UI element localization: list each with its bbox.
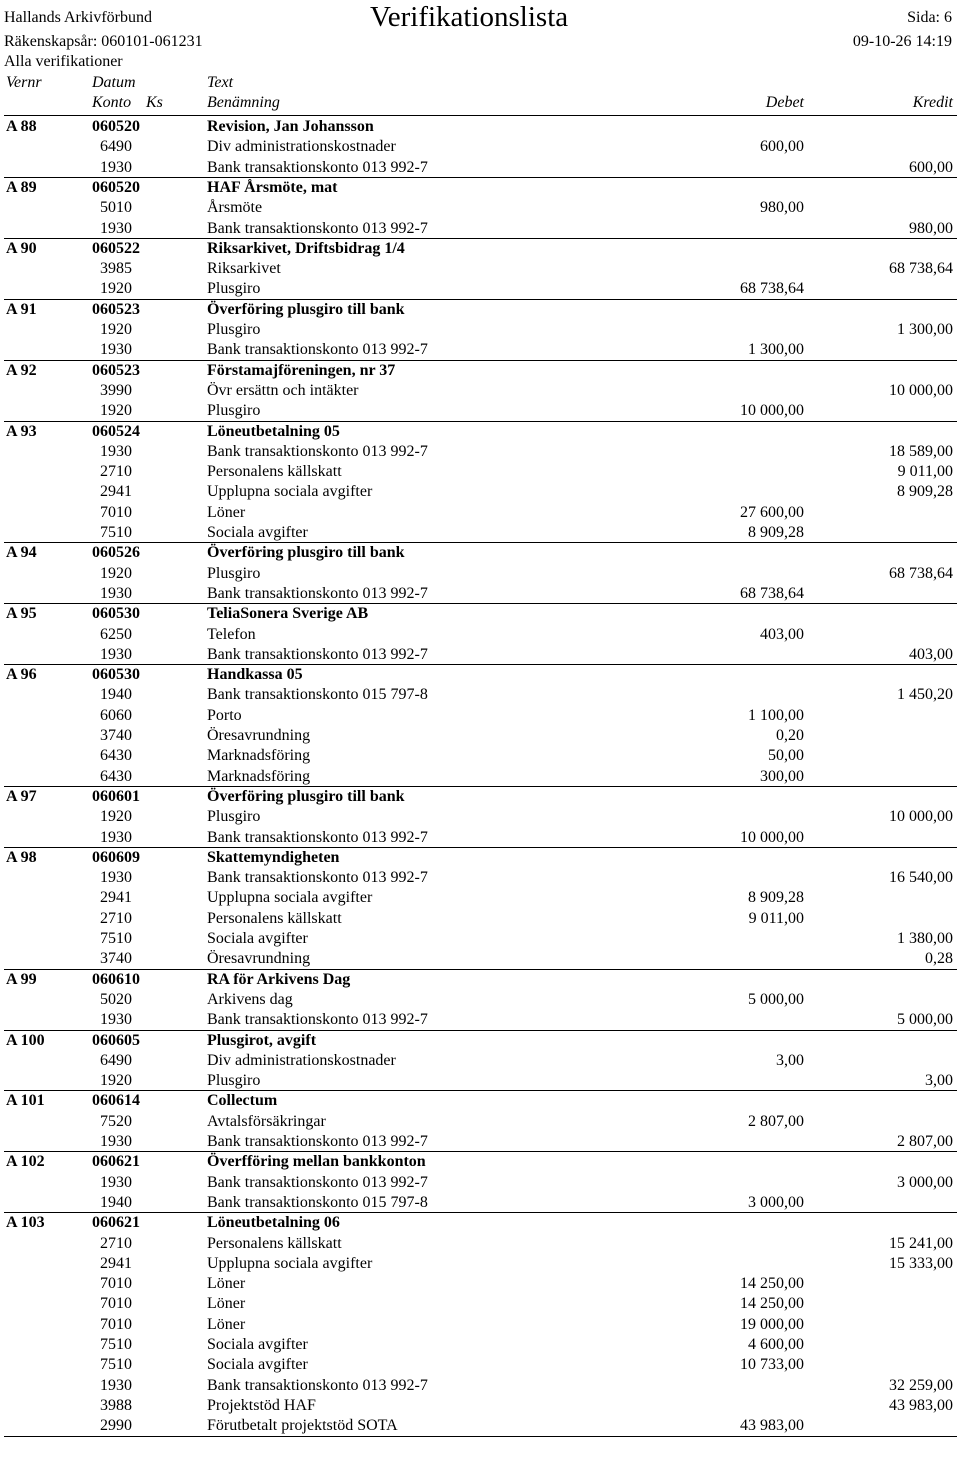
transaction-row xyxy=(0,523,960,543)
account-name: Bank transaktionskonto 013 992-7 xyxy=(207,1133,428,1150)
account-number: 1920 xyxy=(100,280,132,298)
account-number: 6250 xyxy=(100,625,132,643)
voucher-number: A 100 xyxy=(6,1031,45,1049)
account-number: 6430 xyxy=(100,767,132,785)
voucher-header-row xyxy=(0,848,960,868)
voucher-text: TeliaSonera Sverige AB xyxy=(207,605,369,623)
voucher-number: A 90 xyxy=(6,239,37,257)
credit-amount: 600,00 xyxy=(909,158,953,176)
debit-amount: 27 600,00 xyxy=(740,503,804,521)
voucher-number: A 92 xyxy=(6,361,37,379)
voucher-text: Riksarkivet, Driftsbidrag 1/4 xyxy=(207,239,405,257)
voucher-header-row xyxy=(0,787,960,807)
voucher-date: 060609 xyxy=(92,848,140,866)
voucher-header-row xyxy=(0,1031,960,1051)
voucher-header-row xyxy=(0,543,960,563)
credit-amount: 3,00 xyxy=(925,1072,953,1090)
account-name: Upplupna sociala avgifter xyxy=(207,889,373,907)
transaction-row xyxy=(0,1274,960,1294)
account-number: 6490 xyxy=(100,138,132,156)
account-number: 1930 xyxy=(100,341,132,359)
debit-amount: 43 983,00 xyxy=(740,1417,804,1435)
account-number: 1920 xyxy=(100,402,132,420)
account-name: Bank transaktionskonto 015 797-8 xyxy=(207,686,428,704)
voucher-text: Överföring plusgiro till bank xyxy=(207,787,405,805)
account-name: Upplupna sociala avgifter xyxy=(207,483,373,501)
voucher-date: 060524 xyxy=(92,422,140,440)
voucher-header-row xyxy=(0,1091,960,1111)
transaction-row xyxy=(0,1010,960,1030)
voucher-text: Överfföring mellan bankkonton xyxy=(207,1153,426,1171)
account-name: Bank transaktionskonto 013 992-7 xyxy=(207,828,428,846)
account-number: 1930 xyxy=(100,584,132,602)
voucher-number: A 102 xyxy=(6,1153,45,1171)
column-header-vernr: Vernr xyxy=(6,74,42,91)
account-number: 1930 xyxy=(100,1376,132,1394)
transaction-row xyxy=(0,625,960,645)
account-name: Plusgiro xyxy=(207,402,261,420)
voucher-header-row xyxy=(0,117,960,137)
transaction-row xyxy=(0,685,960,705)
credit-amount: 16 540,00 xyxy=(889,869,953,887)
credit-amount: 2 807,00 xyxy=(897,1133,953,1150)
transaction-row xyxy=(0,462,960,482)
column-header-konto: Konto xyxy=(92,94,132,111)
transaction-row xyxy=(0,807,960,827)
voucher-date: 060610 xyxy=(92,970,140,988)
account-name: Löner xyxy=(207,1315,246,1333)
transaction-row xyxy=(0,645,960,665)
debit-amount: 10 000,00 xyxy=(740,402,804,420)
account-number: 7510 xyxy=(100,1336,132,1353)
voucher-number: A 98 xyxy=(6,848,37,866)
transaction-row xyxy=(0,1132,960,1152)
transaction-row xyxy=(0,929,960,949)
transaction-row xyxy=(0,219,960,239)
transaction-row xyxy=(0,503,960,523)
account-name: Bank transaktionskonto 013 992-7 xyxy=(207,584,428,602)
account-name: Marknadsföring xyxy=(207,747,311,765)
column-header-kredit: Kredit xyxy=(912,94,953,111)
account-name: Bank transaktionskonto 013 992-7 xyxy=(207,341,428,359)
header-divider xyxy=(4,115,957,116)
column-header-datum: Datum xyxy=(92,74,136,91)
transaction-row xyxy=(0,706,960,726)
voucher-divider xyxy=(4,1436,957,1437)
account-number: 3988 xyxy=(100,1396,132,1414)
account-name: Öresavrundning xyxy=(207,950,311,968)
account-name: Plusgiro xyxy=(207,280,261,298)
credit-amount: 1 380,00 xyxy=(897,930,953,947)
voucher-text: RA för Arkivens Dag xyxy=(207,970,351,988)
transaction-row xyxy=(0,1234,960,1254)
debit-amount: 10 733,00 xyxy=(740,1356,804,1374)
credit-amount: 15 241,00 xyxy=(889,1234,953,1252)
account-name: Telefon xyxy=(207,625,256,643)
debit-amount: 300,00 xyxy=(760,767,804,785)
account-name: Bank transaktionskonto 013 992-7 xyxy=(207,1173,428,1191)
voucher-header-row xyxy=(0,604,960,624)
debit-amount: 3,00 xyxy=(776,1051,804,1069)
transaction-row xyxy=(0,340,960,360)
credit-amount: 3 000,00 xyxy=(897,1173,953,1191)
transaction-row xyxy=(0,1051,960,1071)
account-name: Marknadsföring xyxy=(207,767,311,785)
voucher-date: 060523 xyxy=(92,300,140,318)
selection-filter: Alla verifikationer xyxy=(4,53,123,70)
account-name: Årsmöte xyxy=(207,199,263,217)
account-name: Bank transaktionskonto 015 797-8 xyxy=(207,1193,428,1211)
credit-amount: 5 000,00 xyxy=(897,1011,953,1029)
voucher-date: 060614 xyxy=(92,1092,140,1110)
transaction-row xyxy=(0,746,960,766)
account-number: 3740 xyxy=(100,950,132,968)
transaction-row xyxy=(0,1254,960,1274)
debit-amount: 14 250,00 xyxy=(740,1295,804,1313)
account-name: Sociala avgifter xyxy=(207,524,308,541)
credit-amount: 1 300,00 xyxy=(897,321,953,338)
credit-amount: 15 333,00 xyxy=(889,1254,953,1272)
transaction-row xyxy=(0,401,960,421)
voucher-number: A 99 xyxy=(6,970,37,988)
account-name: Bank transaktionskonto 013 992-7 xyxy=(207,645,428,663)
debit-amount: 403,00 xyxy=(760,625,804,643)
voucher-header-row xyxy=(0,1213,960,1233)
account-name: Plusgiro xyxy=(207,1072,261,1090)
account-number: 1930 xyxy=(100,1011,132,1029)
transaction-row xyxy=(0,909,960,929)
account-name: Bank transaktionskonto 013 992-7 xyxy=(207,158,428,176)
debit-amount: 1 100,00 xyxy=(748,706,804,724)
transaction-row xyxy=(0,1071,960,1091)
voucher-date: 060522 xyxy=(92,239,140,257)
account-number: 1940 xyxy=(100,686,132,704)
debit-amount: 3 000,00 xyxy=(748,1193,804,1211)
voucher-date: 060520 xyxy=(92,178,140,196)
voucher-date: 060605 xyxy=(92,1031,140,1049)
account-name: Personalens källskatt xyxy=(207,1234,342,1252)
account-number: 3740 xyxy=(100,727,132,744)
column-header-ks: Ks xyxy=(146,94,163,111)
account-name: Förutbetalt projektstöd SOTA xyxy=(207,1417,398,1435)
voucher-number: A 97 xyxy=(6,787,37,805)
voucher-date: 060530 xyxy=(92,666,140,684)
voucher-text: Löneutbetalning 06 xyxy=(207,1214,340,1232)
account-name: Sociala avgifter xyxy=(207,1336,308,1353)
page-number: Sida: 6 xyxy=(907,9,952,26)
column-header-benamning: Benämning xyxy=(207,94,280,111)
column-header-debet: Debet xyxy=(765,94,804,111)
transaction-row xyxy=(0,564,960,584)
voucher-header-row xyxy=(0,422,960,442)
account-number: 6060 xyxy=(100,706,132,724)
voucher-text: Handkassa 05 xyxy=(207,666,303,684)
debit-amount: 10 000,00 xyxy=(740,828,804,846)
voucher-date: 060621 xyxy=(92,1214,140,1232)
account-number: 7520 xyxy=(100,1112,132,1130)
voucher-date: 060601 xyxy=(92,787,140,805)
account-number: 7010 xyxy=(100,1275,132,1293)
voucher-header-row xyxy=(0,239,960,259)
account-number: 5020 xyxy=(100,990,132,1008)
account-name: Löner xyxy=(207,1295,246,1313)
debit-amount: 1 300,00 xyxy=(748,341,804,359)
voucher-number: A 93 xyxy=(6,422,37,440)
voucher-header-row xyxy=(0,970,960,990)
transaction-row xyxy=(0,279,960,299)
account-number: 2941 xyxy=(100,483,132,501)
credit-amount: 980,00 xyxy=(909,219,953,237)
account-name: Bank transaktionskonto 013 992-7 xyxy=(207,442,428,460)
transaction-row xyxy=(0,949,960,969)
account-name: Sociala avgifter xyxy=(207,1356,308,1374)
credit-amount: 9 011,00 xyxy=(897,463,953,481)
transaction-row xyxy=(0,158,960,178)
account-name: Upplupna sociala avgifter xyxy=(207,1254,373,1272)
account-name: Övr ersättn och intäkter xyxy=(207,381,359,399)
transaction-row xyxy=(0,1335,960,1355)
account-name: Bank transaktionskonto 013 992-7 xyxy=(207,219,428,237)
voucher-date: 060530 xyxy=(92,605,140,623)
account-number: 1920 xyxy=(100,1072,132,1090)
fiscal-year: Räkenskapsår: 060101-061231 xyxy=(4,33,203,50)
account-number: 1930 xyxy=(100,1173,132,1191)
voucher-text: HAF Årsmöte, mat xyxy=(207,178,338,196)
credit-amount: 10 000,00 xyxy=(889,381,953,399)
transaction-row xyxy=(0,1315,960,1335)
debit-amount: 68 738,64 xyxy=(740,584,804,602)
account-number: 1930 xyxy=(100,869,132,887)
voucher-header-row xyxy=(0,178,960,198)
voucher-text: Förstamajföreningen, nr 37 xyxy=(207,361,396,379)
account-number: 1920 xyxy=(100,564,132,582)
account-number: 1930 xyxy=(100,158,132,176)
credit-amount: 18 589,00 xyxy=(889,442,953,460)
debit-amount: 8 909,28 xyxy=(748,524,804,541)
account-number: 1930 xyxy=(100,442,132,460)
account-name: Plusgiro xyxy=(207,564,261,582)
transaction-row xyxy=(0,198,960,218)
account-name: Div administrationskostnader xyxy=(207,1051,396,1069)
voucher-number: A 101 xyxy=(6,1092,45,1110)
debit-amount: 14 250,00 xyxy=(740,1275,804,1293)
voucher-text: Plusgirot, avgift xyxy=(207,1031,317,1049)
account-number: 2710 xyxy=(100,1234,132,1252)
transaction-row xyxy=(0,1376,960,1396)
voucher-text: Collectum xyxy=(207,1092,278,1110)
debit-amount: 8 909,28 xyxy=(748,889,804,907)
account-number: 1930 xyxy=(100,828,132,846)
transaction-row xyxy=(0,320,960,340)
transaction-row xyxy=(0,868,960,888)
account-name: Personalens källskatt xyxy=(207,463,342,481)
voucher-text: Löneutbetalning 05 xyxy=(207,422,340,440)
debit-amount: 50,00 xyxy=(768,747,804,765)
credit-amount: 32 259,00 xyxy=(889,1376,953,1394)
transaction-row xyxy=(0,259,960,279)
credit-amount: 68 738,64 xyxy=(889,564,953,582)
voucher-header-row xyxy=(0,1152,960,1172)
transaction-row xyxy=(0,726,960,746)
voucher-header-row xyxy=(0,361,960,381)
account-name: Sociala avgifter xyxy=(207,930,308,947)
account-number: 1920 xyxy=(100,321,132,338)
debit-amount: 19 000,00 xyxy=(740,1315,804,1333)
account-number: 6430 xyxy=(100,747,132,765)
debit-amount: 980,00 xyxy=(760,199,804,217)
voucher-date: 060621 xyxy=(92,1153,140,1171)
account-number: 3990 xyxy=(100,381,132,399)
voucher-header-row xyxy=(0,300,960,320)
account-number: 3985 xyxy=(100,260,132,278)
transaction-row xyxy=(0,767,960,787)
transaction-row xyxy=(0,584,960,604)
transaction-row xyxy=(0,1112,960,1132)
credit-amount: 403,00 xyxy=(909,645,953,663)
credit-amount: 43 983,00 xyxy=(889,1396,953,1414)
debit-amount: 0,20 xyxy=(776,727,804,744)
debit-amount: 2 807,00 xyxy=(748,1112,804,1130)
transaction-row xyxy=(0,1396,960,1416)
account-number: 2990 xyxy=(100,1417,132,1435)
organization-name: Hallands Arkivförbund xyxy=(4,9,152,26)
account-name: Projektstöd HAF xyxy=(207,1396,316,1414)
account-name: Porto xyxy=(207,706,242,724)
debit-amount: 5 000,00 xyxy=(748,990,804,1008)
account-number: 1930 xyxy=(100,219,132,237)
voucher-date: 060523 xyxy=(92,361,140,379)
account-name: Löner xyxy=(207,503,246,521)
voucher-number: A 89 xyxy=(6,178,37,196)
voucher-text: Överföring plusgiro till bank xyxy=(207,300,405,318)
account-name: Öresavrundning xyxy=(207,727,311,744)
account-name: Avtalsförsäkringar xyxy=(207,1112,326,1130)
voucher-number: A 94 xyxy=(6,544,37,562)
column-header-text: Text xyxy=(207,74,234,91)
transaction-row xyxy=(0,1294,960,1314)
transaction-row xyxy=(0,1355,960,1375)
account-number: 5010 xyxy=(100,199,132,217)
voucher-number: A 96 xyxy=(6,666,37,684)
account-number: 2710 xyxy=(100,463,132,481)
account-name: Bank transaktionskonto 013 992-7 xyxy=(207,869,428,887)
account-number: 7010 xyxy=(100,1295,132,1313)
account-number: 1930 xyxy=(100,645,132,663)
debit-amount: 4 600,00 xyxy=(748,1336,804,1353)
account-number: 7010 xyxy=(100,1315,132,1333)
account-number: 1920 xyxy=(100,808,132,826)
account-number: 6490 xyxy=(100,1051,132,1069)
account-number: 7510 xyxy=(100,524,132,541)
debit-amount: 68 738,64 xyxy=(740,280,804,298)
credit-amount: 0,28 xyxy=(925,950,953,968)
transaction-row xyxy=(0,828,960,848)
voucher-number: A 95 xyxy=(6,605,37,623)
voucher-number: A 91 xyxy=(6,300,37,318)
account-name: Plusgiro xyxy=(207,321,261,338)
transaction-row xyxy=(0,888,960,908)
account-name: Riksarkivet xyxy=(207,260,281,278)
voucher-number: A 88 xyxy=(6,118,37,135)
account-number: 2941 xyxy=(100,889,132,907)
voucher-number: A 103 xyxy=(6,1214,45,1232)
credit-amount: 1 450,20 xyxy=(897,686,953,704)
voucher-date: 060520 xyxy=(92,118,140,135)
debit-amount: 9 011,00 xyxy=(748,909,804,927)
account-number: 1930 xyxy=(100,1133,132,1150)
transaction-row xyxy=(0,1193,960,1213)
account-name: Div administrationskostnader xyxy=(207,138,396,156)
account-number: 1940 xyxy=(100,1193,132,1211)
print-datetime: 09-10-26 14:19 xyxy=(852,33,952,50)
account-number: 7510 xyxy=(100,1356,132,1374)
account-name: Plusgiro xyxy=(207,808,261,826)
transaction-row xyxy=(0,990,960,1010)
transaction-row xyxy=(0,137,960,157)
account-name: Arkivens dag xyxy=(207,990,293,1008)
voucher-header-row xyxy=(0,665,960,685)
transaction-row xyxy=(0,442,960,462)
credit-amount: 8 909,28 xyxy=(897,483,953,501)
account-name: Bank transaktionskonto 013 992-7 xyxy=(207,1011,428,1029)
debit-amount: 600,00 xyxy=(760,138,804,156)
account-name: Löner xyxy=(207,1275,246,1293)
credit-amount: 10 000,00 xyxy=(889,808,953,826)
credit-amount: 68 738,64 xyxy=(889,260,953,278)
transaction-row xyxy=(0,1173,960,1193)
account-number: 2941 xyxy=(100,1254,132,1272)
transaction-row xyxy=(0,482,960,502)
transaction-row xyxy=(0,381,960,401)
report-title: Verifikationslista xyxy=(370,1,569,33)
account-name: Bank transaktionskonto 013 992-7 xyxy=(207,1376,428,1394)
voucher-text: Revision, Jan Johansson xyxy=(207,118,374,135)
account-number: 7010 xyxy=(100,503,132,521)
account-number: 7510 xyxy=(100,930,132,947)
voucher-date: 060526 xyxy=(92,544,140,562)
account-name: Personalens källskatt xyxy=(207,909,342,927)
voucher-text: Skattemyndigheten xyxy=(207,848,340,866)
transaction-row xyxy=(0,1416,960,1436)
account-number: 2710 xyxy=(100,909,132,927)
voucher-text: Överföring plusgiro till bank xyxy=(207,544,405,562)
